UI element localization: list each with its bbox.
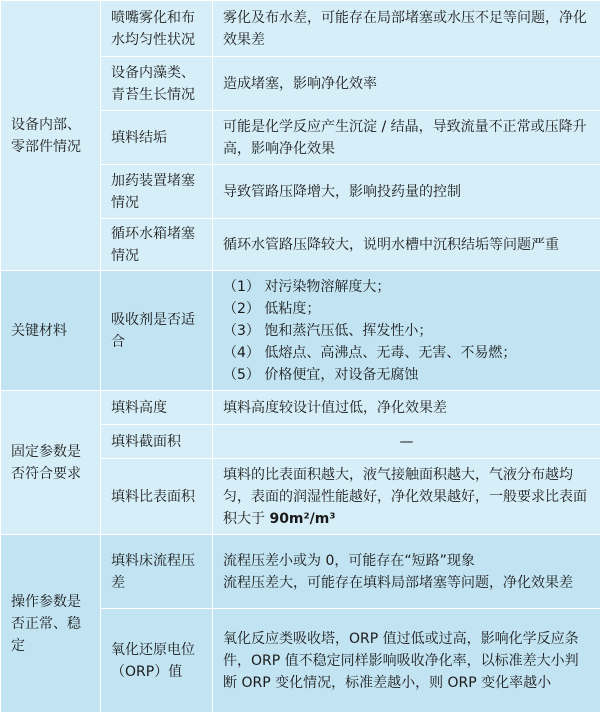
item-cell: 填料高度 [101, 391, 213, 425]
description-cell: 雾化及布水差，可能存在局部堵塞或水压不足等问题，净化效果差 [213, 1, 600, 57]
description-cell: — [213, 425, 600, 459]
description-text: 填料的比表面积越大，液气接触面积越大，气液分布越均匀，表面的润湿性能越好，净化效果越好，一般要求比表面积大于 [223, 467, 587, 527]
item-cell: 氧化还原电位（ORP）值 [101, 609, 213, 713]
description-cell: 循环水管路压降较大，说明水槽中沉积结垢等问题严重 [213, 219, 600, 271]
criteria-line: （1） 对污染物溶解度大； [223, 276, 590, 298]
item-cell: 填料床流程压差 [101, 535, 213, 609]
item-cell: 吸收剂是否适合 [101, 271, 213, 391]
description-cell: 氧化反应类吸收塔，ORP 值过低或过高，影响化学反应条件，ORP 值不稳定同样影响吸收净化率，以标准差大小判断 ORP 变化情况，标准差越小，则 ORP 变化率越小 [213, 609, 600, 713]
item-cell: 设备内藻类、青苔生长情况 [101, 57, 213, 111]
description-cell [213, 535, 600, 609]
description-cell: 可能是化学反应产生沉淀 / 结晶，导致流量不正常或压降升高，影响净化效果 [213, 111, 600, 165]
description-line: 流程压差小或为 0，可能存在“短路”现象 [223, 550, 590, 572]
item-cell: 填料比表面积 [101, 459, 213, 535]
description-cell: 导致管路压降增大，影响投药量的控制 [213, 165, 600, 219]
category-cell: 操作参数是否正常、稳定 [1, 535, 101, 713]
item-cell: 循环水箱堵塞情况 [101, 219, 213, 271]
item-cell: 喷嘴雾化和布水均匀性状况 [101, 1, 213, 57]
table-row [1, 535, 600, 609]
description-cell [213, 271, 600, 391]
unit-value: 90m²/m³ [269, 511, 335, 527]
category-cell: 固定参数是否符合要求 [1, 391, 101, 535]
description-line: 流程压差大，可能存在填料局部堵塞等问题，净化效果差 [223, 572, 590, 594]
category-cell: 关键材料 [1, 271, 101, 391]
criteria-line: （2） 低粘度； [223, 298, 590, 320]
item-cell: 加药装置堵塞情况 [101, 165, 213, 219]
criteria-line: （4） 低熔点、高沸点、无毒、无害、不易燃； [223, 342, 590, 364]
item-cell: 填料结垢 [101, 111, 213, 165]
description-cell: 造成堵塞，影响净化效率 [213, 57, 600, 111]
table-row [1, 1, 600, 57]
criteria-line: （5） 价格便宜，对设备无腐蚀 [223, 364, 590, 386]
description-cell [213, 459, 600, 535]
description-cell: 填料高度较设计值过低，净化效果差 [213, 391, 600, 425]
item-cell: 填料截面积 [101, 425, 213, 459]
category-cell: 设备内部、零部件情况 [1, 1, 101, 271]
table-row [1, 271, 600, 391]
table-row [1, 391, 600, 425]
criteria-line: （3） 饱和蒸汽压低、挥发性小； [223, 320, 590, 342]
